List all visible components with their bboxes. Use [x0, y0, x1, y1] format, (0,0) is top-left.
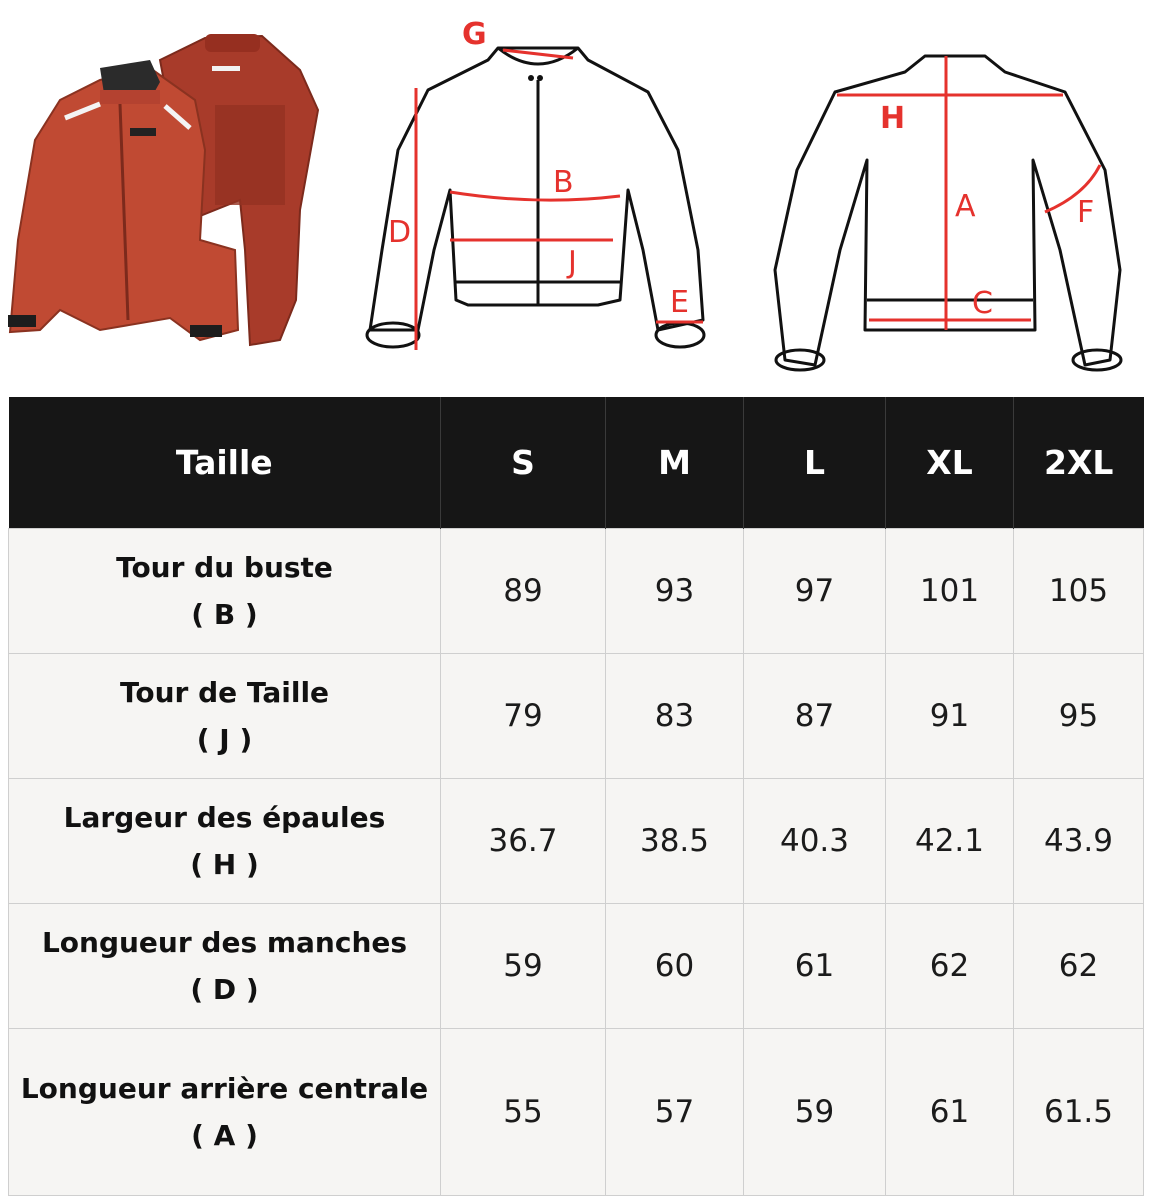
- value-cell: 59: [744, 1029, 886, 1196]
- row-label: [9, 904, 441, 1029]
- table-row: [9, 904, 1144, 1029]
- row-label: [9, 654, 441, 779]
- row-label: [9, 1029, 441, 1196]
- measure-name: Tour du buste: [116, 551, 333, 584]
- table-row: [9, 529, 1144, 654]
- value-cell: 61.5: [1014, 1029, 1144, 1196]
- label-a: A: [955, 189, 976, 224]
- value-cell: 62: [886, 904, 1014, 1029]
- value-cell: 83: [606, 654, 744, 779]
- header-s: S: [441, 397, 606, 529]
- label-g: G: [462, 17, 487, 52]
- value-cell: 59: [441, 904, 606, 1029]
- header-m: M: [606, 397, 744, 529]
- value-cell: 38.5: [606, 779, 744, 904]
- value-cell: 101: [886, 529, 1014, 654]
- value-cell: 62: [1014, 904, 1144, 1029]
- jacket-photo: [0, 0, 330, 385]
- value-cell: 87: [744, 654, 886, 779]
- value-cell: 105: [1014, 529, 1144, 654]
- label-d: D: [388, 215, 412, 250]
- row-label: [9, 529, 441, 654]
- value-cell: 42.1: [886, 779, 1014, 904]
- size-table: [8, 397, 1144, 1196]
- label-c: C: [972, 286, 993, 321]
- value-cell: 43.9: [1014, 779, 1144, 904]
- value-cell: 79: [441, 654, 606, 779]
- measure-code: ( D ): [190, 973, 259, 1006]
- measure-name: Longueur des manches: [41, 926, 408, 959]
- measure-name: Largeur des épaules: [63, 801, 386, 834]
- value-cell: 91: [886, 654, 1014, 779]
- value-cell: 55: [441, 1029, 606, 1196]
- measure-code: ( A ): [191, 1119, 258, 1152]
- back-diagram: [765, 0, 1145, 385]
- header-row: [9, 397, 1144, 529]
- value-cell: 40.3: [744, 779, 886, 904]
- figures-area: [0, 0, 1154, 385]
- value-cell: 36.7: [441, 779, 606, 904]
- front-diagram: [358, 0, 718, 385]
- value-cell: 60: [606, 904, 744, 1029]
- label-e: E: [670, 285, 689, 320]
- value-cell: 61: [744, 904, 886, 1029]
- label-j: J: [568, 245, 577, 280]
- label-h: H: [880, 101, 906, 136]
- row-label: [9, 779, 441, 904]
- value-cell: 57: [606, 1029, 744, 1196]
- value-cell: 95: [1014, 654, 1144, 779]
- table-row: [9, 779, 1144, 904]
- header-size: Taille: [9, 397, 441, 529]
- measure-code: ( H ): [190, 848, 259, 881]
- value-cell: 89: [441, 529, 606, 654]
- label-b: B: [553, 165, 574, 200]
- header-xl: XL: [886, 397, 1014, 529]
- value-cell: 97: [744, 529, 886, 654]
- measure-name: Longueur arrière centrale: [20, 1072, 429, 1105]
- header-2xl: 2XL: [1014, 397, 1144, 529]
- measure-code: ( B ): [191, 598, 258, 631]
- value-cell: 61: [886, 1029, 1014, 1196]
- value-cell: 93: [606, 529, 744, 654]
- header-l: L: [744, 397, 886, 529]
- measure-code: ( J ): [196, 723, 253, 756]
- table-row: [9, 654, 1144, 779]
- measure-name: Tour de Taille: [119, 676, 330, 709]
- label-f: F: [1077, 195, 1095, 230]
- table-row: [9, 1029, 1144, 1196]
